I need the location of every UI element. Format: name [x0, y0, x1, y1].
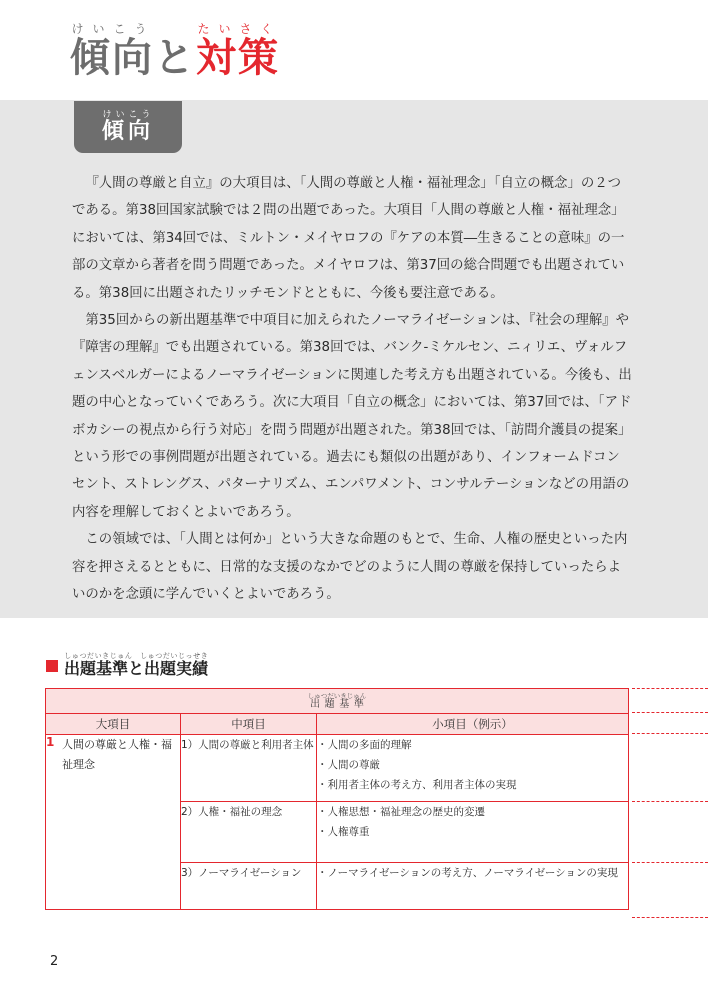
section-title: 出題基準と出題実績しゅつだいきじゅん しゅつだいじっせき — [64, 652, 209, 678]
page-number: 2 — [50, 954, 59, 969]
title-tendency: 傾向けいこう — [70, 22, 154, 81]
row-number: 1 — [46, 735, 63, 910]
col-header-dai: 大項目 — [46, 714, 181, 735]
tendency-tab: 傾向けいこう — [74, 101, 182, 153]
sho-items — [317, 802, 629, 863]
exam-criteria-table — [45, 688, 629, 910]
page-title — [70, 22, 280, 88]
dashed-guide-line — [632, 733, 708, 734]
tendency-body — [72, 170, 632, 609]
body-paragraph-2: 第35回からの新出題基準で中項目に加えられたノーマライゼーションは、『社会の理解』や『障害の理解』でも出題されている。第38回では、バンク-ミケルセン、ニィリエ、ヴォルフェンスベルガーによるノーマライゼーションに関連した考え方も出題されている。今後も、出題の中心となっていくであろう。次に大項目「自立の概念」においては、第37回では、「アドボカシーの視点から行う対応」を問う問題が出題された。第38回では、「訪問介護員の提案」という形での事例問題が出題されている。過去にも類似の出題があり、インフォームドコンセント、ストレングス、パターナリズム、エンパワメント、コンサルテーションなどの用語の内容を理解しておくとよいであろう。 — [72, 313, 632, 520]
sho-items — [317, 863, 629, 910]
title-connector: と — [154, 35, 196, 81]
red-square-bullet-icon — [46, 660, 58, 672]
section-header — [46, 652, 208, 679]
table-row — [46, 735, 629, 802]
sho-item: ・人権思想・福祉理念の歴史的変遷 — [317, 806, 485, 818]
sho-item: ・人権尊重 — [317, 826, 370, 838]
dashed-guide-line — [632, 712, 708, 713]
body-paragraph-1: 『人間の尊厳と自立』の大項目は、「人間の尊厳と人権・福祉理念」「自立の概念」の２つである。第38回国家試験では２問の出題であった。大項目「人間の尊厳と人権・福祉理念」においては、第34回では、ミルトン・メイヤロフの『ケアの本質―生きることの意味』の一部の文章から著者を問う問題であった。メイヤロフは、第37回の総合問題でも出題されている。第38回に出題されたリッチモンドとともに、今後も要注意である。 — [72, 176, 625, 301]
title-countermeasure: 対策たいさく — [196, 22, 280, 81]
sho-item: ・人間の尊厳 — [317, 759, 380, 771]
sho-items — [317, 735, 629, 802]
sho-item: ・ノーマライゼーションの考え方、ノーマライゼーションの実現 — [317, 867, 618, 879]
chu-item: 3）ノーマライゼーション — [181, 863, 317, 910]
body-paragraph-3: この領域では、「人間とは何か」という大きな命題のもとで、生命、人権の歴史といった内容を押さえるとともに、日常的な支援のなかでどのように人間の尊厳を保持していったらよいのかを念頭に学んでいくとよいであろう。 — [72, 532, 628, 603]
dai-item: 人間の尊厳と人権・福祉理念 — [62, 735, 181, 910]
dashed-guide-line — [632, 801, 708, 802]
chu-item: 2）人権・福祉の理念 — [181, 802, 317, 863]
dashed-guide-line — [632, 688, 708, 689]
table-header-criteria: 出題基準しゅつだいきじゅん — [46, 689, 629, 714]
col-header-sho: 小項目（例示） — [317, 714, 629, 735]
dashed-guide-line — [632, 917, 708, 918]
sho-item: ・人間の多面的理解 — [317, 739, 412, 751]
sho-item: ・利用者主体の考え方、利用者主体の実現 — [317, 779, 517, 791]
dashed-guide-line — [632, 862, 708, 863]
chu-item: 1）人間の尊厳と利用者主体 — [181, 735, 317, 802]
col-header-chu: 中項目 — [181, 714, 317, 735]
